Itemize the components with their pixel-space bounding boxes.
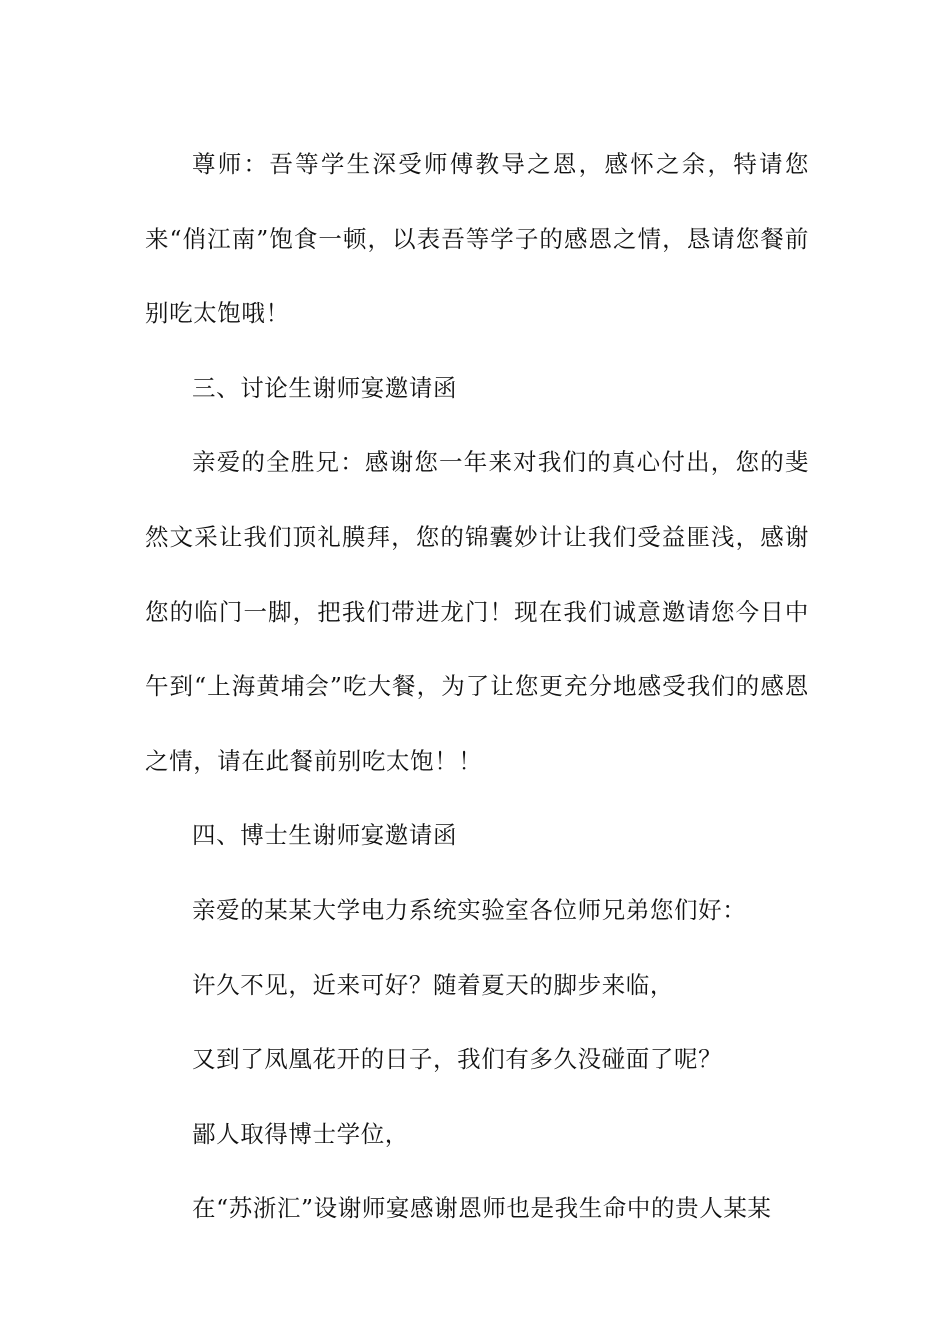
section-heading-discussion-student: 三、讨论生谢师宴邀请函 <box>192 373 458 402</box>
document-body <box>145 127 809 1246</box>
paragraph-long-time-no-see: 许久不见，近来可好？随着夏天的脚步来临， <box>192 970 674 999</box>
section-heading-doctoral-student: 四、博士生谢师宴邀请函 <box>192 821 458 850</box>
paragraph-phoenix-flowers: 又到了凤凰花开的日子，我们有多久没碰面了呢？ <box>192 1045 723 1074</box>
paragraph-banquet: 在“苏浙汇”设谢师宴感谢恩师也是我生命中的贵人某某 <box>192 1194 772 1223</box>
paragraph-greeting: 亲爱的某某大学电力系统实验室各位师兄弟您们好： <box>192 895 747 924</box>
paragraph-quansheng-invitation: 亲爱的全胜兄：感谢您一年来对我们的真心付出，您的斐然文采让我们顶礼膜拜，您的锦囊妙计让我们受益匪浅，感谢您的临门一脚，把我们带进龙门！现在我们诚意邀请您今日中午到“上海黄埔会”吃大餐，为了让您更充分地感受我们的感恩之情，请在此餐前别吃太饱！！ <box>145 448 809 775</box>
paragraph-doctorate: 鄙人取得博士学位， <box>192 1119 409 1148</box>
paragraph-teacher-invitation: 尊师：吾等学生深受师傅教导之恩，感怀之余，特请您来“俏江南”饱食一顿，以表吾等学子的感恩之情，恳请您餐前别吃太饱哦！ <box>145 150 809 328</box>
